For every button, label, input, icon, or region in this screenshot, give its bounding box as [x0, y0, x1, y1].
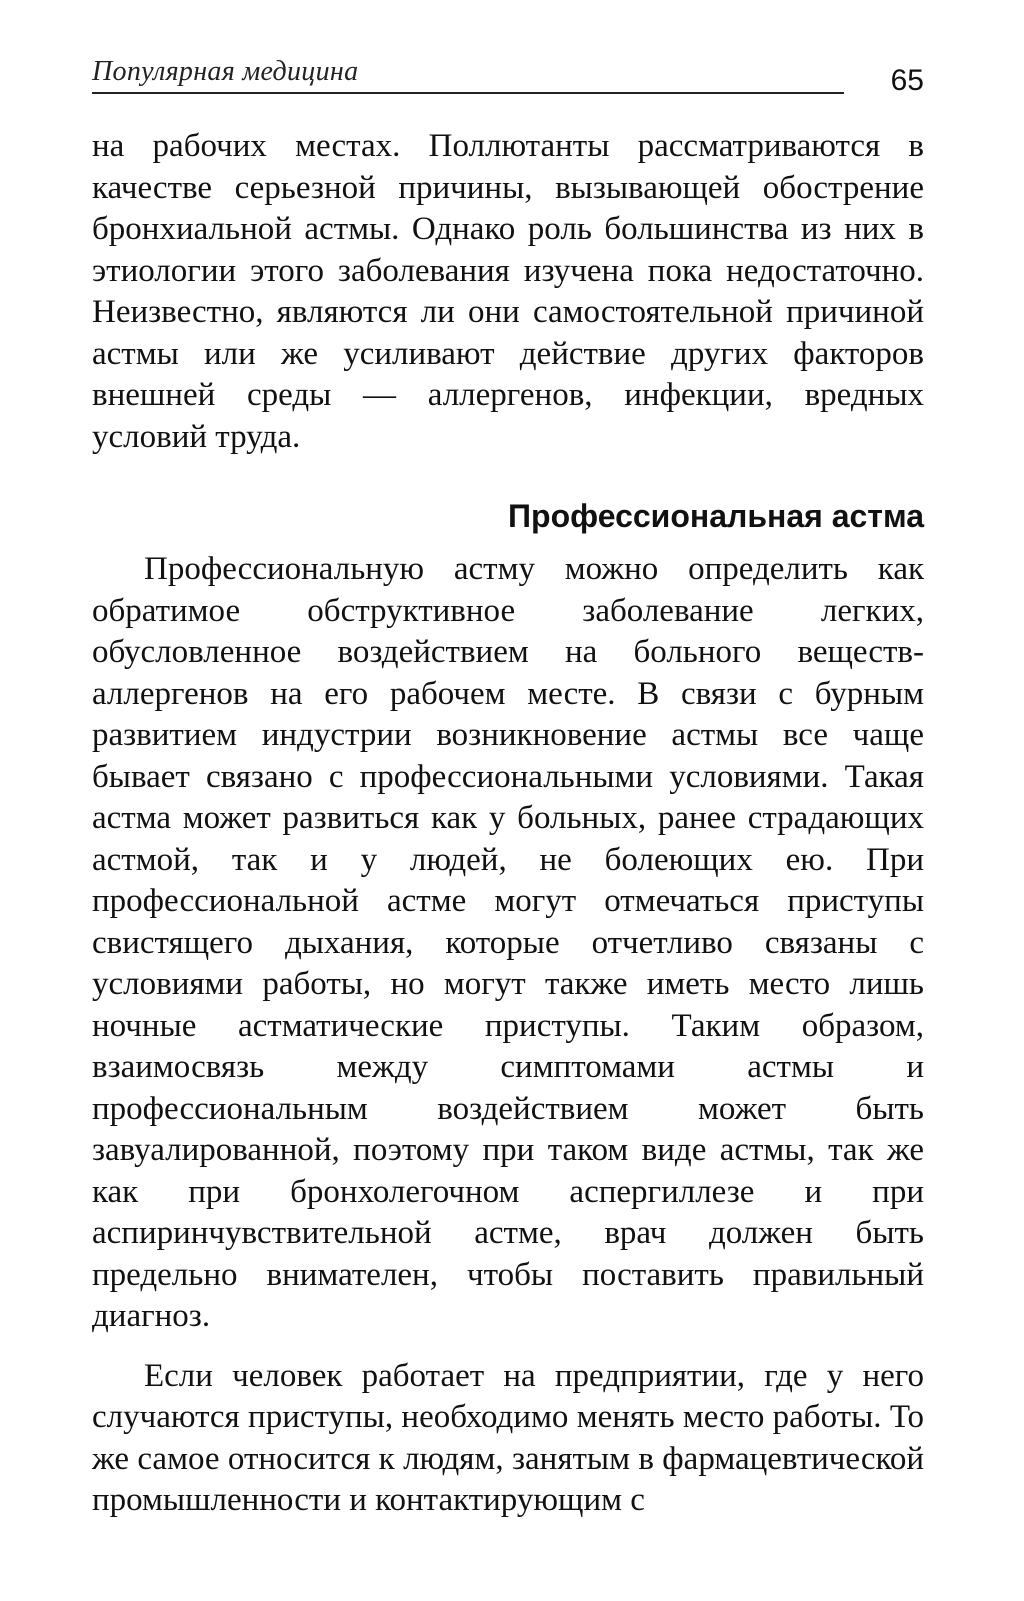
- section-paragraph-1: Профессиональную астму можно определить как обратимое обструктивное заболевание легких, обусловленное воздействием на больного веществ-аллергенов на его рабочем месте. В связи с бурным развитием индустрии возникновение астмы все чаще бывает связано с профессиональными условиями. Такая астма может развиться как у больных, ранее страдающих астмой, так и у людей, не болеющих ею. При профессиональной астме могут отмечаться приступы свистящего дыхания, которые отчетливо связаны с условиями работы, но могут также иметь место лишь ночные астматические приступы. Таким образом, взаимосвязь между симптомами астмы и профессиональным воздействием может быть завуалированной, поэтому при таком виде астмы, так же как при бронхолегочном аспергиллезе и при аспиринчувствительной астме, врач должен быть предельно внимателен, чтобы поставить правильный диагноз.: [92, 551, 924, 1334]
- section-heading: Профессиональная астма: [508, 498, 924, 534]
- paragraph-continued: на рабочих местах. Поллютанты рассматриваются в качестве серьезной причины, вызывающей обострение бронхиальной астмы. Однако роль большинства из них в этиологии этого заболевания изучена пока недостаточно. Неизвестно, являются ли они самостоятельной причиной астмы или же усиливают действие других факторов внешней среды — аллергенов, инфекции, вредных условий труда.: [92, 128, 924, 455]
- running-header-title: Популярная медицина: [92, 56, 359, 87]
- running-header: [92, 48, 924, 98]
- page-number: 65: [890, 64, 924, 97]
- header-rule: [92, 92, 844, 94]
- section-paragraph-2: Если человек работает на предприятии, где у него случаются приступы, необходимо менять место работы. То же самое относится к людям, занятым в фармацевтической промышленности и контактирующим с: [92, 1357, 924, 1518]
- book-page: [92, 48, 924, 1522]
